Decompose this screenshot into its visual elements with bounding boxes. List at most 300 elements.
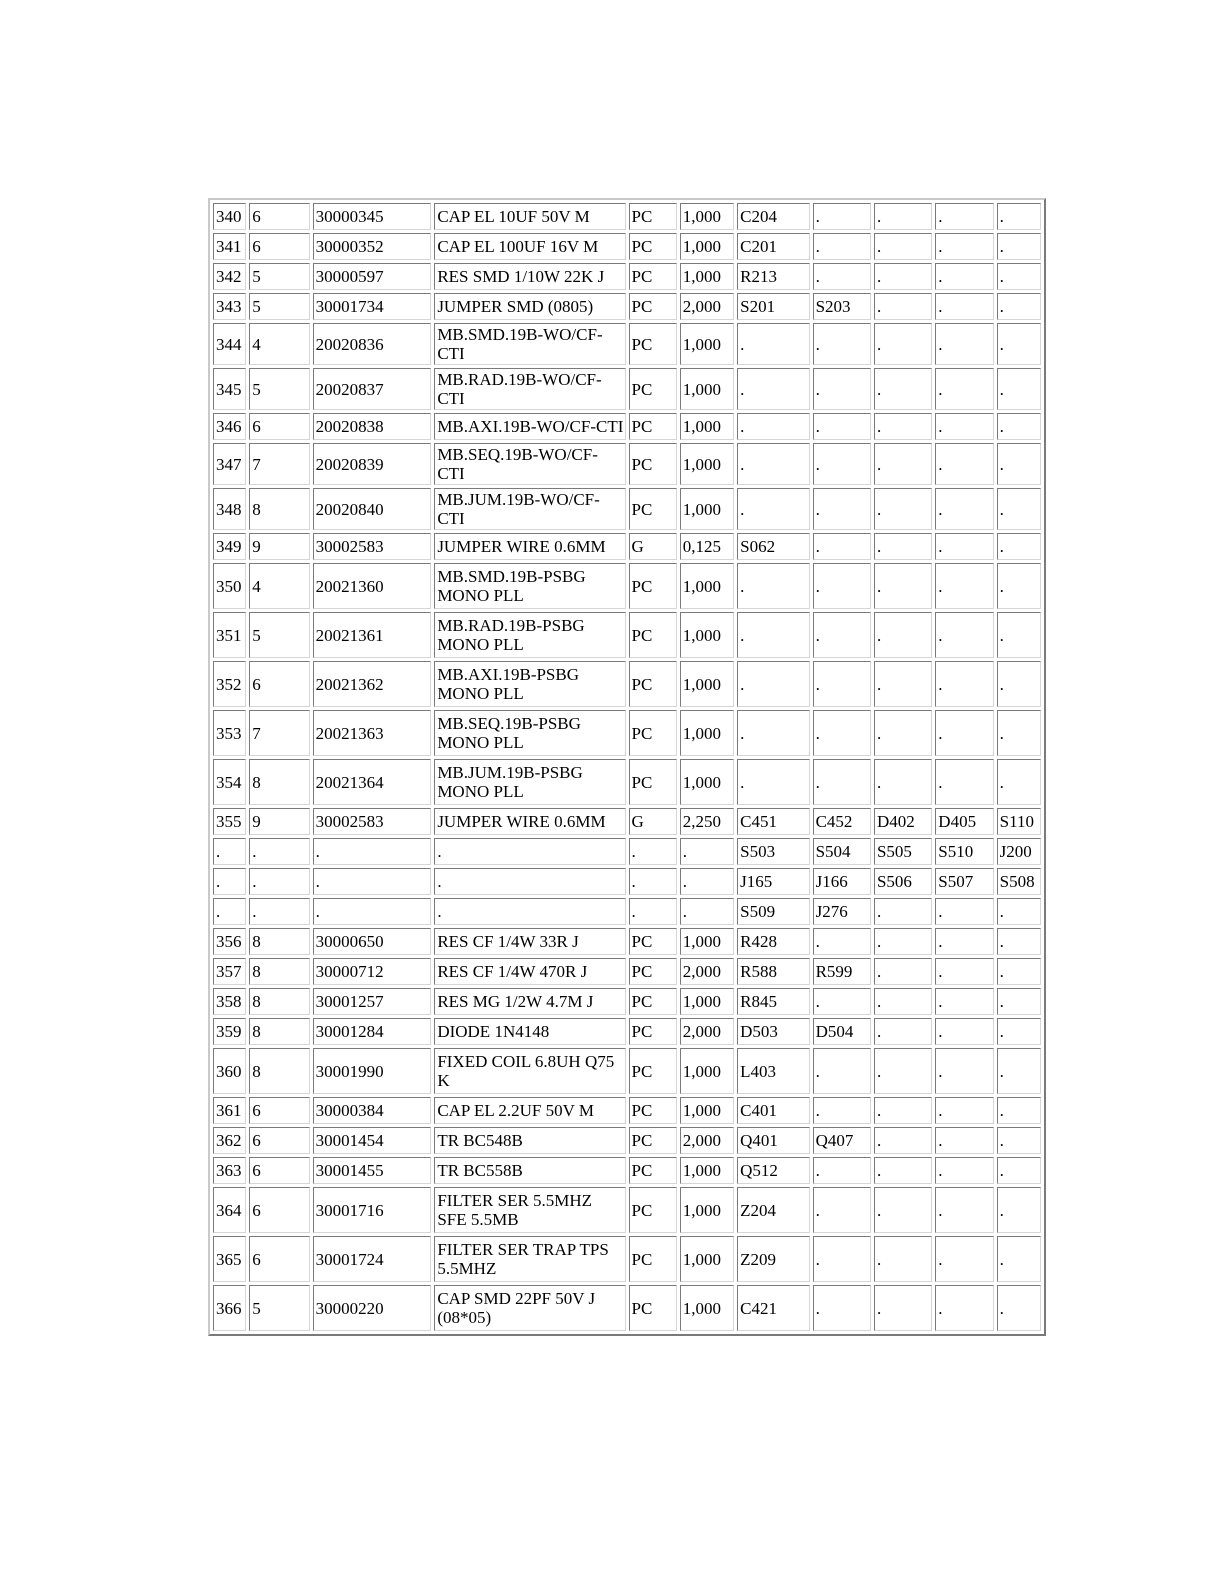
cell-ref-1: .: [737, 413, 809, 440]
cell-ref-5: .: [997, 368, 1041, 410]
cell-item-number: 361: [213, 1097, 246, 1124]
cell-part-number: .: [313, 838, 432, 865]
table-row: [213, 1048, 1041, 1094]
cell-ref-4: .: [935, 263, 993, 290]
cell-part-number: 20020837: [313, 368, 432, 410]
cell-ref-5: .: [997, 203, 1041, 230]
cell-part-number: 30001734: [313, 293, 432, 320]
cell-unit: PC: [629, 263, 677, 290]
cell-description: JUMPER WIRE 0.6MM: [434, 808, 625, 835]
cell-ref-3: D402: [874, 808, 932, 835]
cell-ref-2: .: [813, 563, 871, 609]
cell-description: MB.SEQ.19B-PSBG MONO PLL: [434, 710, 625, 756]
cell-description: FIXED COIL 6.8UH Q75 K: [434, 1048, 625, 1094]
cell-level: 6: [249, 1127, 309, 1154]
cell-level: 8: [249, 759, 309, 805]
cell-item-number: 350: [213, 563, 246, 609]
table-row: [213, 368, 1041, 410]
cell-part-number: 30001990: [313, 1048, 432, 1094]
cell-quantity: 1,000: [680, 928, 734, 955]
cell-ref-4: .: [935, 612, 993, 658]
cell-ref-4: .: [935, 533, 993, 560]
table-row: [213, 868, 1041, 895]
cell-item-number: 357: [213, 958, 246, 985]
cell-ref-2: .: [813, 1285, 871, 1331]
bom-table-body: [213, 203, 1041, 1331]
cell-ref-3: .: [874, 1097, 932, 1124]
cell-ref-4: .: [935, 661, 993, 707]
table-row: [213, 1187, 1041, 1233]
cell-ref-2: .: [813, 203, 871, 230]
cell-item-number: 348: [213, 488, 246, 530]
cell-ref-5: .: [997, 1157, 1041, 1184]
cell-ref-5: .: [997, 898, 1041, 925]
cell-ref-4: .: [935, 368, 993, 410]
cell-ref-3: .: [874, 1127, 932, 1154]
cell-description: TR BC558B: [434, 1157, 625, 1184]
cell-ref-1: R845: [737, 988, 809, 1015]
cell-ref-1: S201: [737, 293, 809, 320]
cell-ref-3: .: [874, 533, 932, 560]
cell-ref-4: .: [935, 1018, 993, 1045]
cell-ref-2: .: [813, 443, 871, 485]
cell-part-number: 30002583: [313, 808, 432, 835]
cell-quantity: .: [680, 868, 734, 895]
cell-unit: PC: [629, 413, 677, 440]
cell-description: .: [434, 898, 625, 925]
cell-ref-4: .: [935, 1236, 993, 1282]
cell-ref-5: .: [997, 563, 1041, 609]
cell-quantity: 0,125: [680, 533, 734, 560]
cell-part-number: 30001455: [313, 1157, 432, 1184]
cell-unit: PC: [629, 293, 677, 320]
table-row: [213, 563, 1041, 609]
cell-ref-3: .: [874, 759, 932, 805]
cell-level: 6: [249, 233, 309, 260]
cell-description: MB.SEQ.19B-WO/CF-CTI: [434, 443, 625, 485]
cell-part-number: 30000650: [313, 928, 432, 955]
cell-ref-2: .: [813, 488, 871, 530]
cell-ref-2: S504: [813, 838, 871, 865]
cell-ref-1: Z209: [737, 1236, 809, 1282]
cell-unit: PC: [629, 1236, 677, 1282]
cell-ref-1: R588: [737, 958, 809, 985]
cell-ref-1: .: [737, 488, 809, 530]
cell-description: MB.AXI.19B-PSBG MONO PLL: [434, 661, 625, 707]
cell-unit: PC: [629, 233, 677, 260]
cell-quantity: 1,000: [680, 988, 734, 1015]
table-row: [213, 203, 1041, 230]
cell-ref-4: .: [935, 1285, 993, 1331]
cell-ref-3: .: [874, 368, 932, 410]
cell-ref-5: .: [997, 710, 1041, 756]
cell-unit: PC: [629, 958, 677, 985]
cell-ref-4: .: [935, 759, 993, 805]
cell-ref-2: .: [813, 1236, 871, 1282]
cell-level: 4: [249, 563, 309, 609]
cell-quantity: 1,000: [680, 1097, 734, 1124]
cell-ref-1: C201: [737, 233, 809, 260]
cell-description: .: [434, 838, 625, 865]
cell-ref-2: R599: [813, 958, 871, 985]
cell-item-number: 347: [213, 443, 246, 485]
cell-ref-5: S508: [997, 868, 1041, 895]
cell-ref-4: .: [935, 958, 993, 985]
cell-ref-4: .: [935, 898, 993, 925]
cell-ref-3: .: [874, 1285, 932, 1331]
cell-ref-1: .: [737, 710, 809, 756]
cell-part-number: 30000597: [313, 263, 432, 290]
bom-table: [208, 198, 1046, 1336]
cell-unit: PC: [629, 1048, 677, 1094]
cell-level: 8: [249, 988, 309, 1015]
cell-quantity: 1,000: [680, 1236, 734, 1282]
cell-item-number: 355: [213, 808, 246, 835]
cell-item-number: 366: [213, 1285, 246, 1331]
cell-description: CAP EL 2.2UF 50V M: [434, 1097, 625, 1124]
cell-ref-3: .: [874, 488, 932, 530]
table-row: [213, 293, 1041, 320]
cell-level: 5: [249, 263, 309, 290]
cell-ref-5: S110: [997, 808, 1041, 835]
cell-ref-1: C401: [737, 1097, 809, 1124]
cell-quantity: .: [680, 898, 734, 925]
cell-ref-3: .: [874, 1048, 932, 1094]
cell-part-number: 20021360: [313, 563, 432, 609]
cell-part-number: 30001724: [313, 1236, 432, 1282]
cell-ref-4: .: [935, 443, 993, 485]
cell-item-number: .: [213, 898, 246, 925]
cell-ref-2: .: [813, 1187, 871, 1233]
cell-unit: PC: [629, 612, 677, 658]
table-row: [213, 710, 1041, 756]
cell-level: .: [249, 838, 309, 865]
cell-ref-5: .: [997, 233, 1041, 260]
cell-part-number: 30001284: [313, 1018, 432, 1045]
cell-ref-3: .: [874, 1157, 932, 1184]
cell-ref-2: .: [813, 1097, 871, 1124]
table-row: [213, 443, 1041, 485]
cell-ref-5: .: [997, 263, 1041, 290]
cell-part-number: 30001716: [313, 1187, 432, 1233]
table-row: [213, 759, 1041, 805]
cell-quantity: 1,000: [680, 488, 734, 530]
cell-ref-3: .: [874, 612, 932, 658]
cell-ref-5: .: [997, 1236, 1041, 1282]
cell-part-number: 20020839: [313, 443, 432, 485]
cell-description: JUMPER SMD (0805): [434, 293, 625, 320]
cell-part-number: 30000712: [313, 958, 432, 985]
cell-ref-4: .: [935, 293, 993, 320]
table-row: [213, 898, 1041, 925]
cell-ref-1: C421: [737, 1285, 809, 1331]
cell-unit: PC: [629, 1127, 677, 1154]
cell-ref-2: .: [813, 661, 871, 707]
cell-unit: PC: [629, 368, 677, 410]
cell-level: 5: [249, 368, 309, 410]
cell-item-number: 352: [213, 661, 246, 707]
cell-level: 8: [249, 1018, 309, 1045]
cell-unit: PC: [629, 443, 677, 485]
cell-part-number: 30001257: [313, 988, 432, 1015]
cell-item-number: 356: [213, 928, 246, 955]
cell-item-number: 351: [213, 612, 246, 658]
cell-ref-5: .: [997, 1187, 1041, 1233]
cell-ref-4: .: [935, 203, 993, 230]
cell-ref-5: .: [997, 1048, 1041, 1094]
cell-ref-4: .: [935, 1097, 993, 1124]
cell-description: RES MG 1/2W 4.7M J: [434, 988, 625, 1015]
cell-quantity: 1,000: [680, 413, 734, 440]
cell-ref-5: .: [997, 1285, 1041, 1331]
cell-description: MB.RAD.19B-WO/CF-CTI: [434, 368, 625, 410]
cell-level: 8: [249, 1048, 309, 1094]
cell-ref-3: .: [874, 263, 932, 290]
cell-ref-2: J166: [813, 868, 871, 895]
cell-unit: G: [629, 533, 677, 560]
cell-ref-4: .: [935, 1187, 993, 1233]
cell-item-number: 362: [213, 1127, 246, 1154]
cell-level: 7: [249, 443, 309, 485]
cell-ref-4: .: [935, 233, 993, 260]
cell-item-number: 344: [213, 323, 246, 365]
cell-ref-5: .: [997, 443, 1041, 485]
cell-ref-5: .: [997, 988, 1041, 1015]
cell-ref-1: Z204: [737, 1187, 809, 1233]
cell-ref-1: .: [737, 443, 809, 485]
cell-part-number: 20021361: [313, 612, 432, 658]
cell-ref-5: .: [997, 323, 1041, 365]
cell-unit: PC: [629, 1285, 677, 1331]
cell-ref-1: .: [737, 323, 809, 365]
cell-ref-3: .: [874, 898, 932, 925]
cell-part-number: 20021364: [313, 759, 432, 805]
cell-item-number: 354: [213, 759, 246, 805]
cell-unit: .: [629, 838, 677, 865]
table-row: [213, 1018, 1041, 1045]
cell-unit: PC: [629, 988, 677, 1015]
cell-ref-1: S062: [737, 533, 809, 560]
cell-ref-2: .: [813, 413, 871, 440]
cell-quantity: 2,000: [680, 958, 734, 985]
cell-quantity: 1,000: [680, 443, 734, 485]
cell-part-number: .: [313, 898, 432, 925]
table-row: [213, 1097, 1041, 1124]
cell-quantity: 2,000: [680, 293, 734, 320]
cell-item-number: 365: [213, 1236, 246, 1282]
table-row: [213, 1157, 1041, 1184]
cell-quantity: 2,000: [680, 1127, 734, 1154]
cell-ref-2: .: [813, 263, 871, 290]
table-row: [213, 1127, 1041, 1154]
cell-description: CAP EL 100UF 16V M: [434, 233, 625, 260]
cell-quantity: 1,000: [680, 1187, 734, 1233]
cell-level: 6: [249, 1187, 309, 1233]
cell-description: CAP SMD 22PF 50V J (08*05): [434, 1285, 625, 1331]
cell-level: 6: [249, 1236, 309, 1282]
table-row: [213, 323, 1041, 365]
cell-level: 6: [249, 413, 309, 440]
cell-ref-5: .: [997, 661, 1041, 707]
cell-description: MB.AXI.19B-WO/CF-CTI: [434, 413, 625, 440]
cell-item-number: 346: [213, 413, 246, 440]
cell-ref-3: .: [874, 710, 932, 756]
table-row: [213, 838, 1041, 865]
cell-unit: .: [629, 898, 677, 925]
cell-ref-3: S506: [874, 868, 932, 895]
cell-description: MB.JUM.19B-PSBG MONO PLL: [434, 759, 625, 805]
cell-ref-4: .: [935, 988, 993, 1015]
cell-level: 6: [249, 203, 309, 230]
cell-level: 4: [249, 323, 309, 365]
cell-description: MB.RAD.19B-PSBG MONO PLL: [434, 612, 625, 658]
cell-item-number: 359: [213, 1018, 246, 1045]
cell-item-number: 353: [213, 710, 246, 756]
cell-description: JUMPER WIRE 0.6MM: [434, 533, 625, 560]
cell-level: 9: [249, 808, 309, 835]
cell-description: TR BC548B: [434, 1127, 625, 1154]
cell-ref-4: .: [935, 563, 993, 609]
cell-ref-3: S505: [874, 838, 932, 865]
cell-unit: PC: [629, 759, 677, 805]
cell-quantity: 2,000: [680, 1018, 734, 1045]
cell-description: FILTER SER 5.5MHZ SFE 5.5MB: [434, 1187, 625, 1233]
cell-quantity: 1,000: [680, 263, 734, 290]
cell-ref-4: D405: [935, 808, 993, 835]
cell-ref-2: .: [813, 1048, 871, 1094]
cell-ref-3: .: [874, 323, 932, 365]
table-row: [213, 928, 1041, 955]
cell-part-number: 30000345: [313, 203, 432, 230]
cell-ref-5: .: [997, 413, 1041, 440]
cell-ref-1: .: [737, 612, 809, 658]
cell-ref-2: J276: [813, 898, 871, 925]
cell-item-number: 358: [213, 988, 246, 1015]
cell-part-number: 20020838: [313, 413, 432, 440]
table-row: [213, 808, 1041, 835]
cell-quantity: 1,000: [680, 203, 734, 230]
cell-quantity: 1,000: [680, 323, 734, 365]
cell-ref-1: C451: [737, 808, 809, 835]
cell-ref-5: .: [997, 928, 1041, 955]
cell-quantity: 1,000: [680, 1048, 734, 1094]
cell-description: DIODE 1N4148: [434, 1018, 625, 1045]
cell-part-number: 30002583: [313, 533, 432, 560]
cell-level: 5: [249, 293, 309, 320]
table-row: [213, 233, 1041, 260]
cell-ref-1: R428: [737, 928, 809, 955]
cell-ref-2: .: [813, 759, 871, 805]
cell-ref-3: .: [874, 563, 932, 609]
cell-ref-4: S507: [935, 868, 993, 895]
cell-quantity: .: [680, 838, 734, 865]
cell-unit: PC: [629, 323, 677, 365]
cell-ref-4: .: [935, 1127, 993, 1154]
cell-ref-3: .: [874, 443, 932, 485]
cell-description: MB.JUM.19B-WO/CF-CTI: [434, 488, 625, 530]
cell-ref-4: .: [935, 1157, 993, 1184]
table-row: [213, 958, 1041, 985]
cell-unit: PC: [629, 203, 677, 230]
cell-quantity: 1,000: [680, 612, 734, 658]
cell-ref-5: .: [997, 1018, 1041, 1045]
cell-ref-3: .: [874, 413, 932, 440]
table-row: [213, 263, 1041, 290]
cell-item-number: .: [213, 868, 246, 895]
cell-level: 5: [249, 612, 309, 658]
cell-level: .: [249, 898, 309, 925]
cell-ref-2: Q407: [813, 1127, 871, 1154]
cell-ref-1: .: [737, 661, 809, 707]
cell-quantity: 2,250: [680, 808, 734, 835]
cell-ref-3: .: [874, 1187, 932, 1233]
cell-item-number: 360: [213, 1048, 246, 1094]
cell-item-number: 343: [213, 293, 246, 320]
cell-ref-3: .: [874, 988, 932, 1015]
cell-ref-2: .: [813, 612, 871, 658]
cell-ref-3: .: [874, 1236, 932, 1282]
cell-unit: PC: [629, 1018, 677, 1045]
cell-unit: PC: [629, 1187, 677, 1233]
table-row: [213, 533, 1041, 560]
cell-ref-4: .: [935, 710, 993, 756]
cell-level: 6: [249, 661, 309, 707]
cell-ref-4: .: [935, 413, 993, 440]
cell-item-number: 342: [213, 263, 246, 290]
cell-part-number: 20021363: [313, 710, 432, 756]
cell-quantity: 1,000: [680, 563, 734, 609]
cell-level: 8: [249, 488, 309, 530]
cell-level: 8: [249, 928, 309, 955]
cell-ref-3: .: [874, 233, 932, 260]
cell-ref-2: .: [813, 233, 871, 260]
cell-level: 5: [249, 1285, 309, 1331]
cell-ref-3: .: [874, 928, 932, 955]
cell-ref-4: .: [935, 488, 993, 530]
cell-item-number: 340: [213, 203, 246, 230]
cell-level: .: [249, 868, 309, 895]
cell-unit: PC: [629, 488, 677, 530]
cell-ref-4: .: [935, 928, 993, 955]
cell-ref-1: D503: [737, 1018, 809, 1045]
cell-part-number: 30000220: [313, 1285, 432, 1331]
cell-item-number: 345: [213, 368, 246, 410]
cell-unit: PC: [629, 563, 677, 609]
cell-unit: PC: [629, 661, 677, 707]
cell-ref-3: .: [874, 293, 932, 320]
cell-ref-2: .: [813, 988, 871, 1015]
cell-ref-1: .: [737, 563, 809, 609]
cell-ref-5: .: [997, 1097, 1041, 1124]
cell-description: RES SMD 1/10W 22K J: [434, 263, 625, 290]
cell-part-number: 30000352: [313, 233, 432, 260]
table-row: [213, 488, 1041, 530]
cell-ref-4: S510: [935, 838, 993, 865]
table-row: [213, 988, 1041, 1015]
cell-unit: PC: [629, 1097, 677, 1124]
cell-ref-1: .: [737, 368, 809, 410]
cell-quantity: 1,000: [680, 1285, 734, 1331]
table-row: [213, 1236, 1041, 1282]
table-row: [213, 1285, 1041, 1331]
cell-level: 6: [249, 1097, 309, 1124]
cell-unit: PC: [629, 928, 677, 955]
cell-item-number: .: [213, 838, 246, 865]
cell-item-number: 364: [213, 1187, 246, 1233]
cell-description: RES CF 1/4W 470R J: [434, 958, 625, 985]
cell-ref-1: S509: [737, 898, 809, 925]
cell-ref-3: .: [874, 203, 932, 230]
